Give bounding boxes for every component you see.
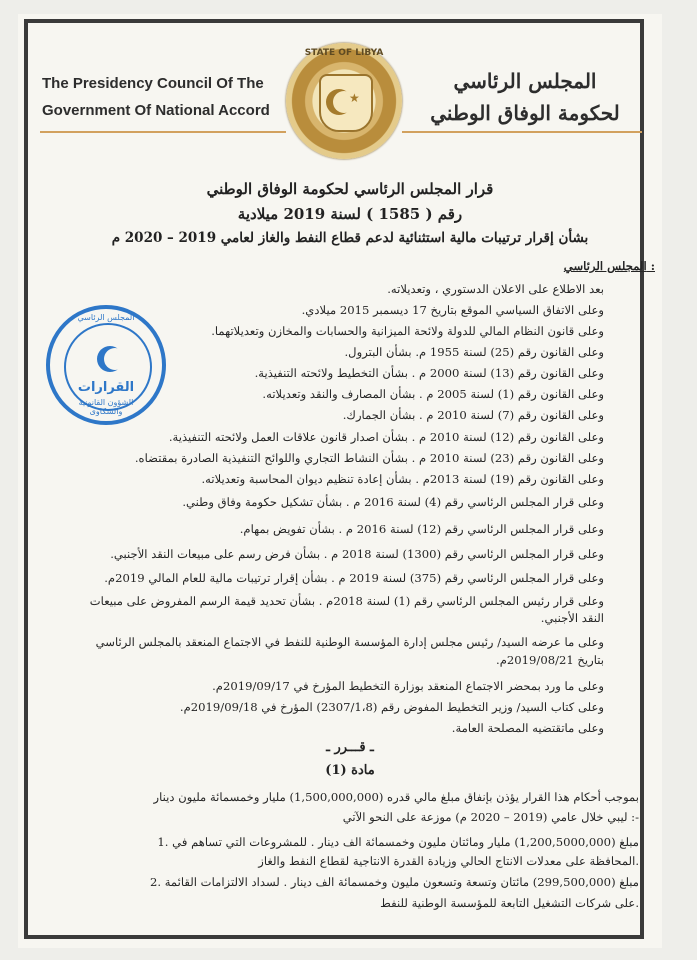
preamble-item: وعلى ماتقتضيه المصلحة العامة. [451,721,604,735]
preamble-item: وعلى قرار المجلس الرئاسي رقم (1300) لسنة 2018 م . بشأن فرض رسم على مبيعات النقد الأجنبي. [110,547,604,561]
preamble-item: وعلى القانون رقم (7) لسنة 2010 م . بشأن الجمارك. [342,408,604,422]
header-divider-right [402,131,642,133]
preamble-item: وعلى ما ورد بمحضر الاجتماع المنعقد بوزارة التخطيط المؤرخ في 2019/09/17م. [212,679,604,693]
preamble-item: بعد الاطلاع على الاعلان الدستوري ، وتعديلاته. [387,282,604,296]
preamble-item: وعلى القانون رقم (1) لسنة 2005 م . بشأن المصارف والنقد وتعديلاته. [262,387,604,401]
header-divider-left [40,131,286,133]
preamble-item: وعلى الاتفاق السياسي الموقع بتاريخ 17 ديسمبر 2015 ميلادي. [301,303,604,317]
preamble-item: وعلى كتاب السيد/ وزير التخطيط المفوض رقم (2307/1،8) المؤرخ في 2019/09/18م. [179,700,604,714]
article-body-line: على شركات التشغيل التابعة للمؤسسة الوطنية للنفط. [380,896,639,910]
stamp-decision-label: القرارات [77,380,135,395]
decided-heading: ـ قـــرر ـ [326,740,374,755]
header-arabic-line-1: المجلس الرئاسي [453,69,597,93]
header-english-line-2: Government Of National Accord [42,102,270,119]
seal-shield [319,74,373,132]
preamble-item: وعلى القانون رقم (12) لسنة 2010 م . بشأن اصدار قانون علاقات العمل ولائحته التنفيذية. [168,430,604,444]
preamble-item: وعلى قرار المجلس الرئاسي رقم (12) لسنة 2016 م . بشأن تفويض بمهام. [239,522,604,536]
star-icon: ★ [349,91,360,105]
preamble-item: وعلى قرار المجلس الرئاسي رقم (4) لسنة 2016 م . بشأن تشكيل حكومة وفاق وطني. [182,495,604,509]
preamble-item: وعلى قانون النظام المالي للدولة ولائحة الميزانية والحسابات والمخازن وتعديلاتهما. [211,324,604,338]
article-body-line: المحافظة على معدلات الانتاج الحالي وزيادة القدرة الانتاجية لقطاع النفط والغاز. [258,854,639,868]
preamble-item: وعلى القانون رقم (13) لسنة 2000 م . بشأن التخطيط ولائحته التنفيذية. [254,366,604,380]
preamble-item: وعلى قرار المجلس الرئاسي رقم (375) لسنة 2019 م . بشأن إقرار ترتيبات مالية للعام المالي 2019م. [104,571,604,585]
council-label: المجلس الرئاسي : [563,259,655,273]
decision-title-line-3: بشأن إقرار ترتيبات مالية استثنائية لدعم قطاع النفط والغاز لعامي 2019 – 2020 م [111,230,589,246]
seal-ring-text: STATE OF LIBYA [304,48,384,58]
preamble-item: وعلى قرار رئيس المجلس الرئاسي رقم (1) لسنة 2018م . بشأن تحديد قيمة الرسم المفروض على مبيعات [89,594,604,608]
header-arabic-line-2: لحكومة الوفاق الوطني [430,101,620,125]
preamble-item: وعلى القانون رقم (25) لسنة 1955 م. بشأن البترول. [344,345,604,359]
stamp-department-label: الشؤون القانونية والشكاوى [78,398,134,416]
header-arabic [415,65,635,129]
crescent-star-icon [104,348,126,370]
decision-title-line-1: قرار المجلس الرئاسي لحكومة الوفاق الوطني [206,180,494,198]
preamble-item: وعلى ما عرضه السيد/ رئيس مجلس إدارة المؤسسة الوطنية للنفط في الاجتماع المنعقد بالمجلس الرئاسي [95,635,604,649]
stamp-top-text: المجلس الرئاسي [77,313,135,322]
blue-official-stamp [46,305,166,425]
article-title: مادة (1) [325,763,375,778]
state-seal [286,43,402,159]
article-body-line: 2. مبلغ (299,500,000) مائتان وتسعة وتسعون مليون وخمسمائة الف دينار . لسداد الالتزامات القائمة [149,875,639,889]
preamble-item: وعلى القانون رقم (23) لسنة 2010 م . بشأن النشاط التجاري واللوائح التنفيذية الصادرة بمقتضاه. [134,451,604,465]
preamble-item: بتاريخ 2019/08/21م. [496,653,604,667]
article-body-line: بموجب أحكام هذا القرار يؤذن بإنفاق مبلغ مالي قدره (1,500,000,000) مليار وخمسمائة مليون دينار [153,790,639,804]
article-body-line: ليبي خلال عامي (2019 – 2020 م) موزعة على النحو الآتي :- [342,810,639,824]
article-body-line: 1. مبلغ (1,200,5000,000) مليار ومائتان مليون وخمسمائة الف دينار . للمشروعات التي تساهم في [157,835,639,849]
preamble-item: النقد الأجنبي. [540,611,604,625]
header-english [42,70,292,124]
preamble-item: وعلى القانون رقم (19) لسنة 2013م . بشأن إعادة تنظيم ديوان المحاسبة وتعديلاته. [201,472,604,486]
header-english-line-1: The Presidency Council Of The [42,75,264,92]
decision-title-line-2: رقم ( 1585 ) لسنة 2019 ميلادية [237,205,463,223]
